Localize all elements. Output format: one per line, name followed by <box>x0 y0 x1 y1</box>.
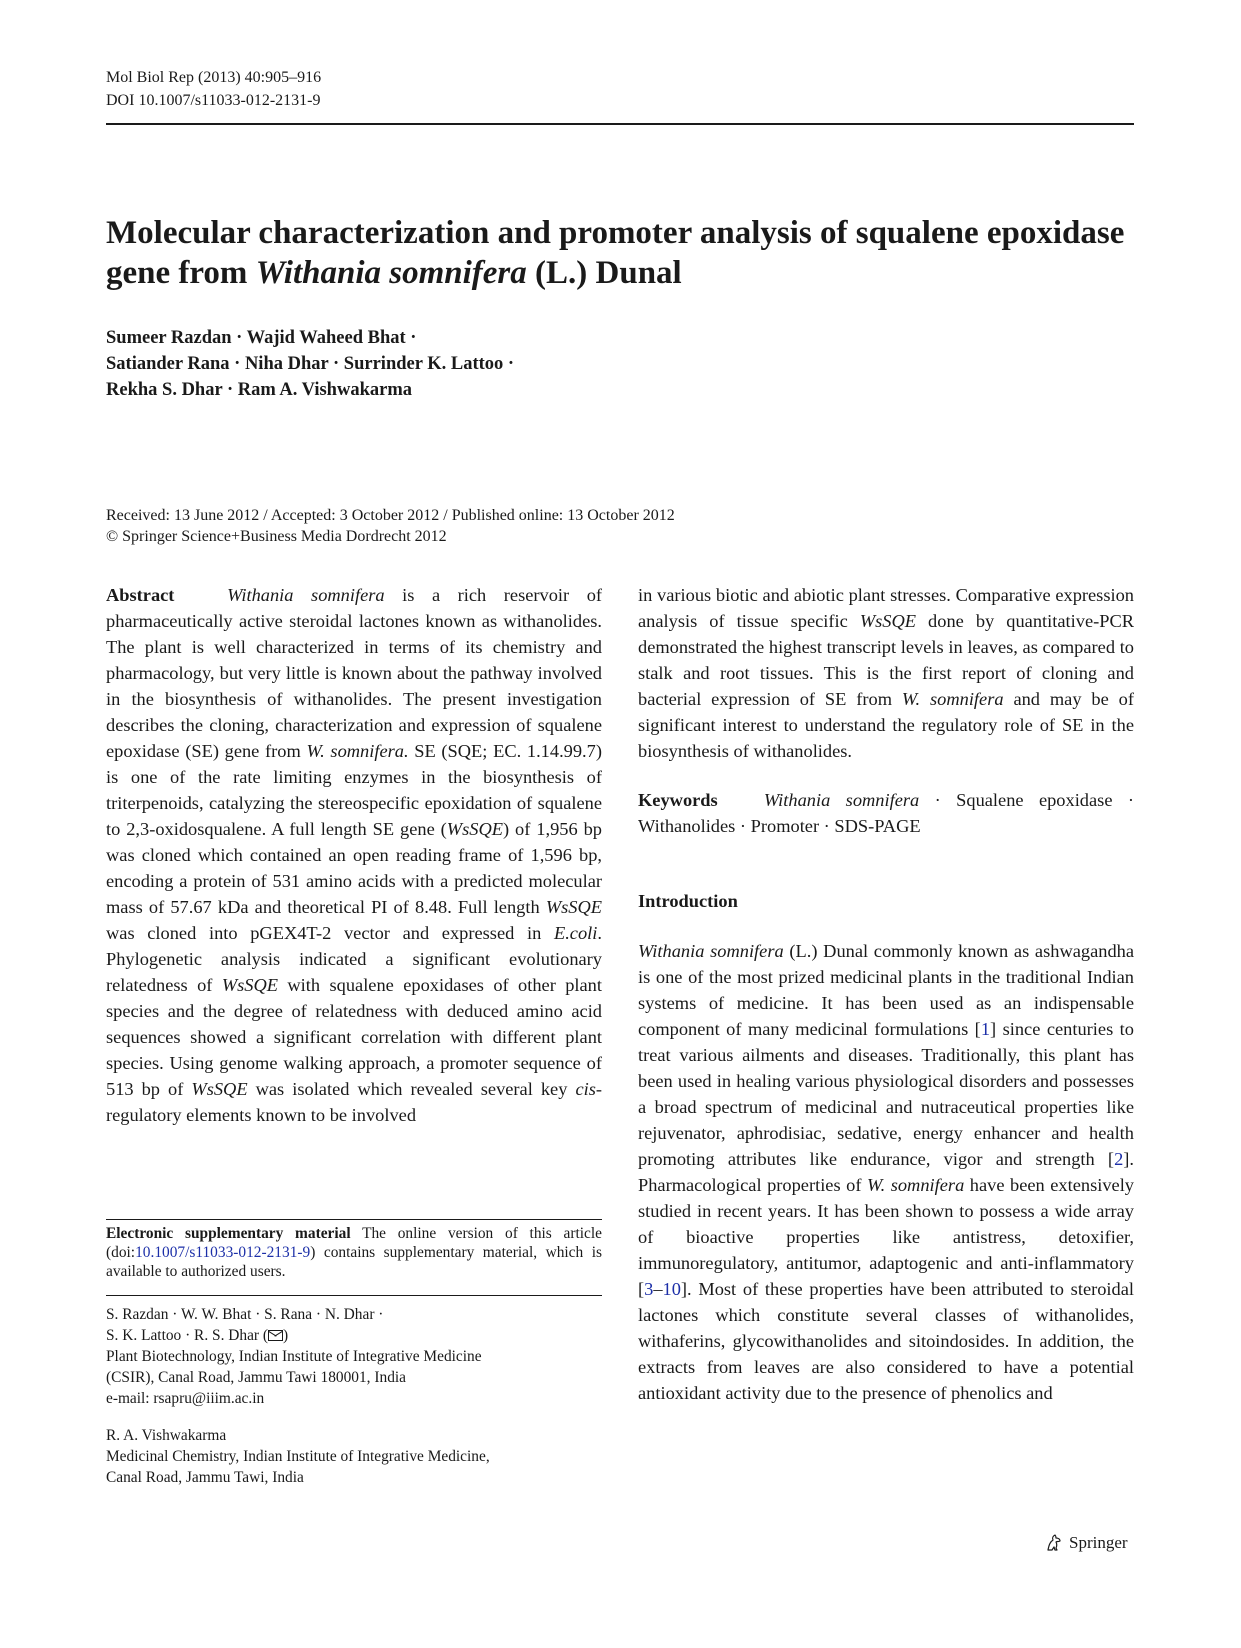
header-rule <box>106 123 1134 125</box>
italic-text: cis <box>575 1079 596 1099</box>
italic-text: Withania somnifera <box>638 941 784 961</box>
title-text-end: (L.) Dunal <box>526 255 682 291</box>
citation-link[interactable]: 10 <box>662 1279 681 1299</box>
abstract-text: SE (SQE; EC. 1.14.99.7) is one of the rate limiting enzymes in the biosynthesis of triterpenoids, catalyzing the stereospecific epoxidation of squalene to 2,3-oxidosqualene. A full length SE gene ( <box>106 741 602 839</box>
affiliation-address: Canal Road, Jammu Tawi, India <box>106 1469 304 1486</box>
corresponding-email[interactable]: e-mail: rsapru@iiim.ac.in <box>106 1390 265 1407</box>
citation-link[interactable]: 1 <box>980 1019 991 1039</box>
abstract-text: -regulatory elements known to be involved <box>106 1079 602 1125</box>
author-line: Rekha S. Dhar · Ram A. Vishwakarma <box>106 380 412 400</box>
body-text: have been extensively studied in recent years. It has been shown to possess a wide array of bioactive properties like antistress, detoxifier, immunoregulatory, antitumor, adaptogenic and anti-inflammatory [ <box>638 1175 1134 1299</box>
italic-text: W. somnifera. <box>306 741 409 761</box>
affiliation-address: (CSIR), Canal Road, Jammu Tawi 180001, India <box>106 1369 407 1386</box>
springer-horse-icon <box>1044 1533 1064 1553</box>
right-column <box>638 582 1134 1406</box>
affiliation-text: S. K. Lattoo · R. S. Dhar ( <box>106 1327 269 1344</box>
doi-line: DOI 10.1007/s11033-012-2131-9 <box>106 92 321 109</box>
journal-header <box>106 66 321 112</box>
abstract-text: done by quantitative-PCR demonstrated the highest transcript levels in leaves, as compared to stalk and root tissues. This is the first report of cloning and bacterial expression of SE from <box>638 611 1134 709</box>
affiliations <box>106 1295 602 1488</box>
esm-label: Electronic supplementary material <box>106 1225 351 1242</box>
keywords-text: · Squalene epoxidase · Withanolides · Promoter · SDS-PAGE <box>638 790 1134 836</box>
affiliation-institution: Medicinal Chemistry, Indian Institute of Integrative Medicine, <box>106 1448 490 1465</box>
body-text: – <box>653 1279 663 1299</box>
title-species: Withania somnifera <box>255 255 527 291</box>
copyright-line: © Springer Science+Business Media Dordrecht 2012 <box>106 528 447 545</box>
publisher-footer <box>1044 1532 1128 1554</box>
affiliation-text: ) <box>283 1327 289 1344</box>
italic-text: WsSQE <box>859 611 917 631</box>
affiliation-authors: R. A. Vishwakarma <box>106 1427 227 1444</box>
introduction-paragraph <box>638 938 1134 1406</box>
italic-text: E.coli <box>553 923 598 943</box>
doi-link[interactable]: 10.1007/s11033-012-2131-9 <box>135 1244 311 1261</box>
publication-dates <box>106 505 675 547</box>
spacer <box>106 1409 602 1425</box>
abstract-label: Abstract <box>106 585 175 605</box>
abstract-text: is a rich reservoir of pharmaceutically active steroidal lactones known as withanolides. The plant is well characterized in terms of its chemistry and pharmacology, but very little is known about the pathway involved in the biosynthesis of withanolides. The present investigation describes the cloning, characterization and expression of squalene epoxidase (SE) gene from <box>106 585 603 761</box>
author-list <box>106 325 514 403</box>
affiliation-authors <box>106 1325 602 1346</box>
title-text: Molecular characterization and promoter analysis of squalene epoxidase gene from <box>106 215 1125 291</box>
supplementary-material-note <box>106 1219 602 1281</box>
affiliation-institution: Plant Biotechnology, Indian Institute of Integrative Medicine <box>106 1348 482 1365</box>
author-line: Satiander Rana · Niha Dhar · Surrinder K. Lattoo · <box>106 354 515 374</box>
journal-citation: Mol Biol Rep (2013) 40:905–916 <box>106 69 322 86</box>
affiliation-authors: S. Razdan · W. W. Bhat · S. Rana · N. Dhar · <box>106 1306 384 1323</box>
abstract-text: with squalene epoxidases of other plant species and the degree of relatedness with deduced amino acid sequences showed a significant correlation with different plant species. Using genome walking approach, a promoter sequence of 513 bp of <box>106 975 602 1099</box>
body-text: ]. Pharmacological properties of <box>638 1149 1134 1195</box>
abstract-continuation <box>638 582 1134 764</box>
esm-text: The online version of this article (doi: <box>106 1225 602 1261</box>
abstract-text: was isolated which revealed several key <box>247 1079 576 1099</box>
italic-text: Withania somnifera <box>227 585 385 605</box>
abstract-text: ) of 1,956 bp was cloned which contained an open reading frame of 1,596 bp, encoding a protein of 531 amino acids with a predicted molecular mass of 57.67 kDa and theoretical PI of 8.48. Full length <box>106 819 602 917</box>
italic-text: Withania somnifera <box>763 790 920 810</box>
abstract-text: in various biotic and abiotic plant stresses. Comparative expression analysis of tissue specific <box>638 585 1134 631</box>
abstract-text: and may be of significant interest to understand the regulatory role of SE in the biosynthesis of withanolides. <box>638 689 1134 761</box>
italic-text: W. somnifera <box>866 1175 965 1195</box>
keywords-label: Keywords <box>638 790 718 810</box>
citation-link[interactable]: 2 <box>1114 1149 1124 1169</box>
section-heading-introduction: Introduction <box>638 891 738 911</box>
publisher-name: Springer <box>1069 1533 1128 1552</box>
body-text: ]. Most of these properties have been attributed to steroidal lactones which constitute several classes of withanolides, withaferins, glycowithanolides and sitoindosides. In addition, the extracts from leaves are also considered to have a potential antioxidant activity due to the presence of phenolics and <box>638 1279 1134 1403</box>
citation-link[interactable]: 3 <box>644 1279 654 1299</box>
italic-text: W. somnifera <box>901 689 1004 709</box>
abstract-paragraph <box>106 582 602 1128</box>
italic-text: WsSQE <box>545 897 602 917</box>
keywords <box>638 787 1134 839</box>
italic-text: WsSQE <box>221 975 278 995</box>
abstract-text: . Phylogenetic analysis indicated a significant evolutionary relatedness of <box>106 923 602 995</box>
esm-text: ) contains supplementary material, which is available to authorized users. <box>106 1244 602 1280</box>
italic-text: WsSQE <box>191 1079 248 1099</box>
envelope-icon <box>268 1330 283 1341</box>
history-dates: Received: 13 June 2012 / Accepted: 3 October 2012 / Published online: 13 October 2012 <box>106 507 675 524</box>
left-column <box>106 582 602 1128</box>
author-line: Sumeer Razdan · Wajid Waheed Bhat · <box>106 328 417 348</box>
italic-text: WsSQE <box>446 819 503 839</box>
abstract-text: was cloned into pGEX4T-2 vector and expressed in <box>106 923 554 943</box>
paper-title <box>106 213 1134 293</box>
body-text: (L.) Dunal commonly known as ashwagandha is one of the most prized medicinal plants in the traditional Indian systems of medicine. It has been used as an indispensable component of many medicinal formulations [ <box>638 941 1134 1039</box>
body-text: ] since centuries to treat various ailments and diseases. Traditionally, this plant has been used in healing various physiological disorders and possesses a broad spectrum of medicinal and nutraceutical properties like rejuvenator, aphrodisiac, sedative, energy enhancer and health promoting attributes like endurance, vigor and strength [ <box>638 1019 1134 1169</box>
